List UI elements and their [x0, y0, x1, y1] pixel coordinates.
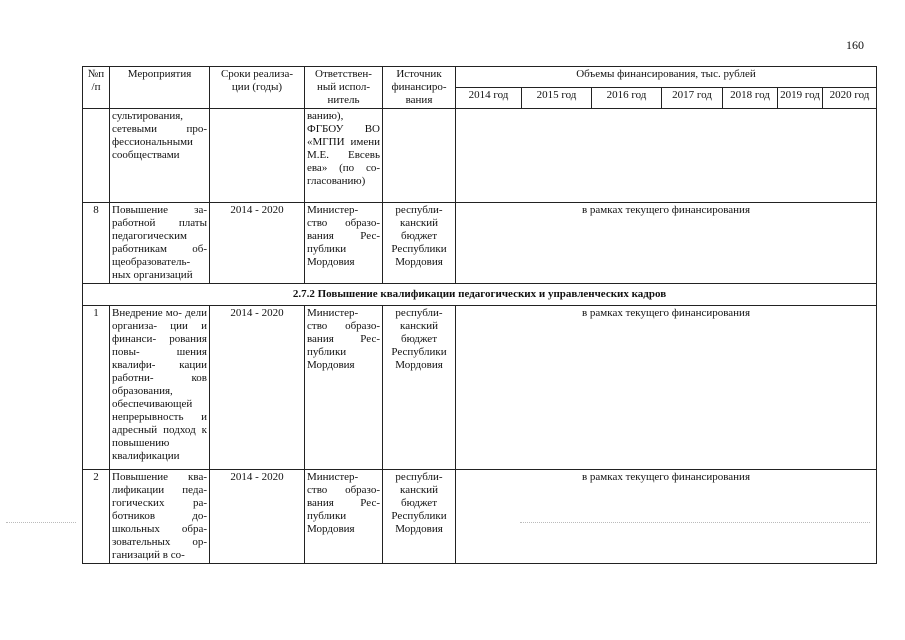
- row-funding: в рамках текущего финансирования: [456, 306, 877, 470]
- table-row: [83, 306, 877, 470]
- header-volume: Объемы финансирования, тыс. рублей: [456, 67, 877, 88]
- row-responsible: Министер- ство образо- вания Рес- публики Мордовия: [305, 306, 383, 470]
- row-num: 2: [83, 470, 110, 564]
- row-num: 8: [83, 203, 110, 284]
- scan-artifact: [6, 522, 76, 523]
- scan-artifact: [520, 522, 870, 523]
- table-row: [83, 109, 877, 203]
- header-source: Источник финансиро- вания: [383, 67, 456, 109]
- row-event: Повышение за- работной платы педагогическим работникам об- щеобразователь- ных организаций: [110, 203, 210, 284]
- row-funding: [456, 109, 877, 203]
- header-year: 2015 год: [522, 88, 592, 109]
- row-event: сультирования, сетевыми про- фессиональными сообществами: [110, 109, 210, 203]
- header-year: 2020 год: [823, 88, 877, 109]
- header-responsible: Ответствен- ный испол- нитель: [305, 67, 383, 109]
- row-num: [83, 109, 110, 203]
- row-funding: в рамках текущего финансирования: [456, 470, 877, 564]
- header-terms: Сроки реализа- ции (годы): [210, 67, 305, 109]
- header-year: 2018 год: [723, 88, 778, 109]
- row-responsible: Министер- ство образо- вания Рес- публики Мордовия: [305, 203, 383, 284]
- row-terms: 2014 - 2020: [210, 306, 305, 470]
- row-source: республи- канский бюджет Республики Мордовия: [383, 203, 456, 284]
- table-row: [83, 203, 877, 284]
- row-num: 1: [83, 306, 110, 470]
- row-source: [383, 109, 456, 203]
- table-row: [83, 470, 877, 564]
- row-source: республи- канский бюджет Республики Мордовия: [383, 306, 456, 470]
- page-number: 160: [846, 38, 864, 52]
- row-terms: 2014 - 2020: [210, 203, 305, 284]
- header-year: 2016 год: [592, 88, 662, 109]
- row-terms: 2014 - 2020: [210, 470, 305, 564]
- row-responsible: ванию), ФГБОУ ВО «МГПИ имени М.Е. Евсевь ева» (по со- гласованию): [305, 109, 383, 203]
- row-source: республи- канский бюджет Республики Мордовия: [383, 470, 456, 564]
- header-year: 2014 год: [456, 88, 522, 109]
- header-event: Мероприятия: [110, 67, 210, 109]
- section-title: 2.7.2 Повышение квалификации педагогических и управленческих кадров: [83, 284, 877, 306]
- funding-table: [82, 66, 877, 564]
- row-responsible: Министер- ство образо- вания Рес- публики Мордовия: [305, 470, 383, 564]
- row-terms: [210, 109, 305, 203]
- header-num: №п /п: [83, 67, 110, 109]
- row-event: Внедрение мо- дели организа- ции и финанси- рования повы- шения квалифи- кации работни- ков образования, обеспечивающей непрерывность и адресный подход к повышению квалификации: [110, 306, 210, 470]
- header-year: 2017 год: [662, 88, 723, 109]
- row-event: Повышение ква- лификации педа- гогических ра- ботников до- школьных обра- зовательных ор- ганизаций в со-: [110, 470, 210, 564]
- section-row: [83, 284, 877, 306]
- row-funding: в рамках текущего финансирования: [456, 203, 877, 284]
- header-year: 2019 год: [778, 88, 823, 109]
